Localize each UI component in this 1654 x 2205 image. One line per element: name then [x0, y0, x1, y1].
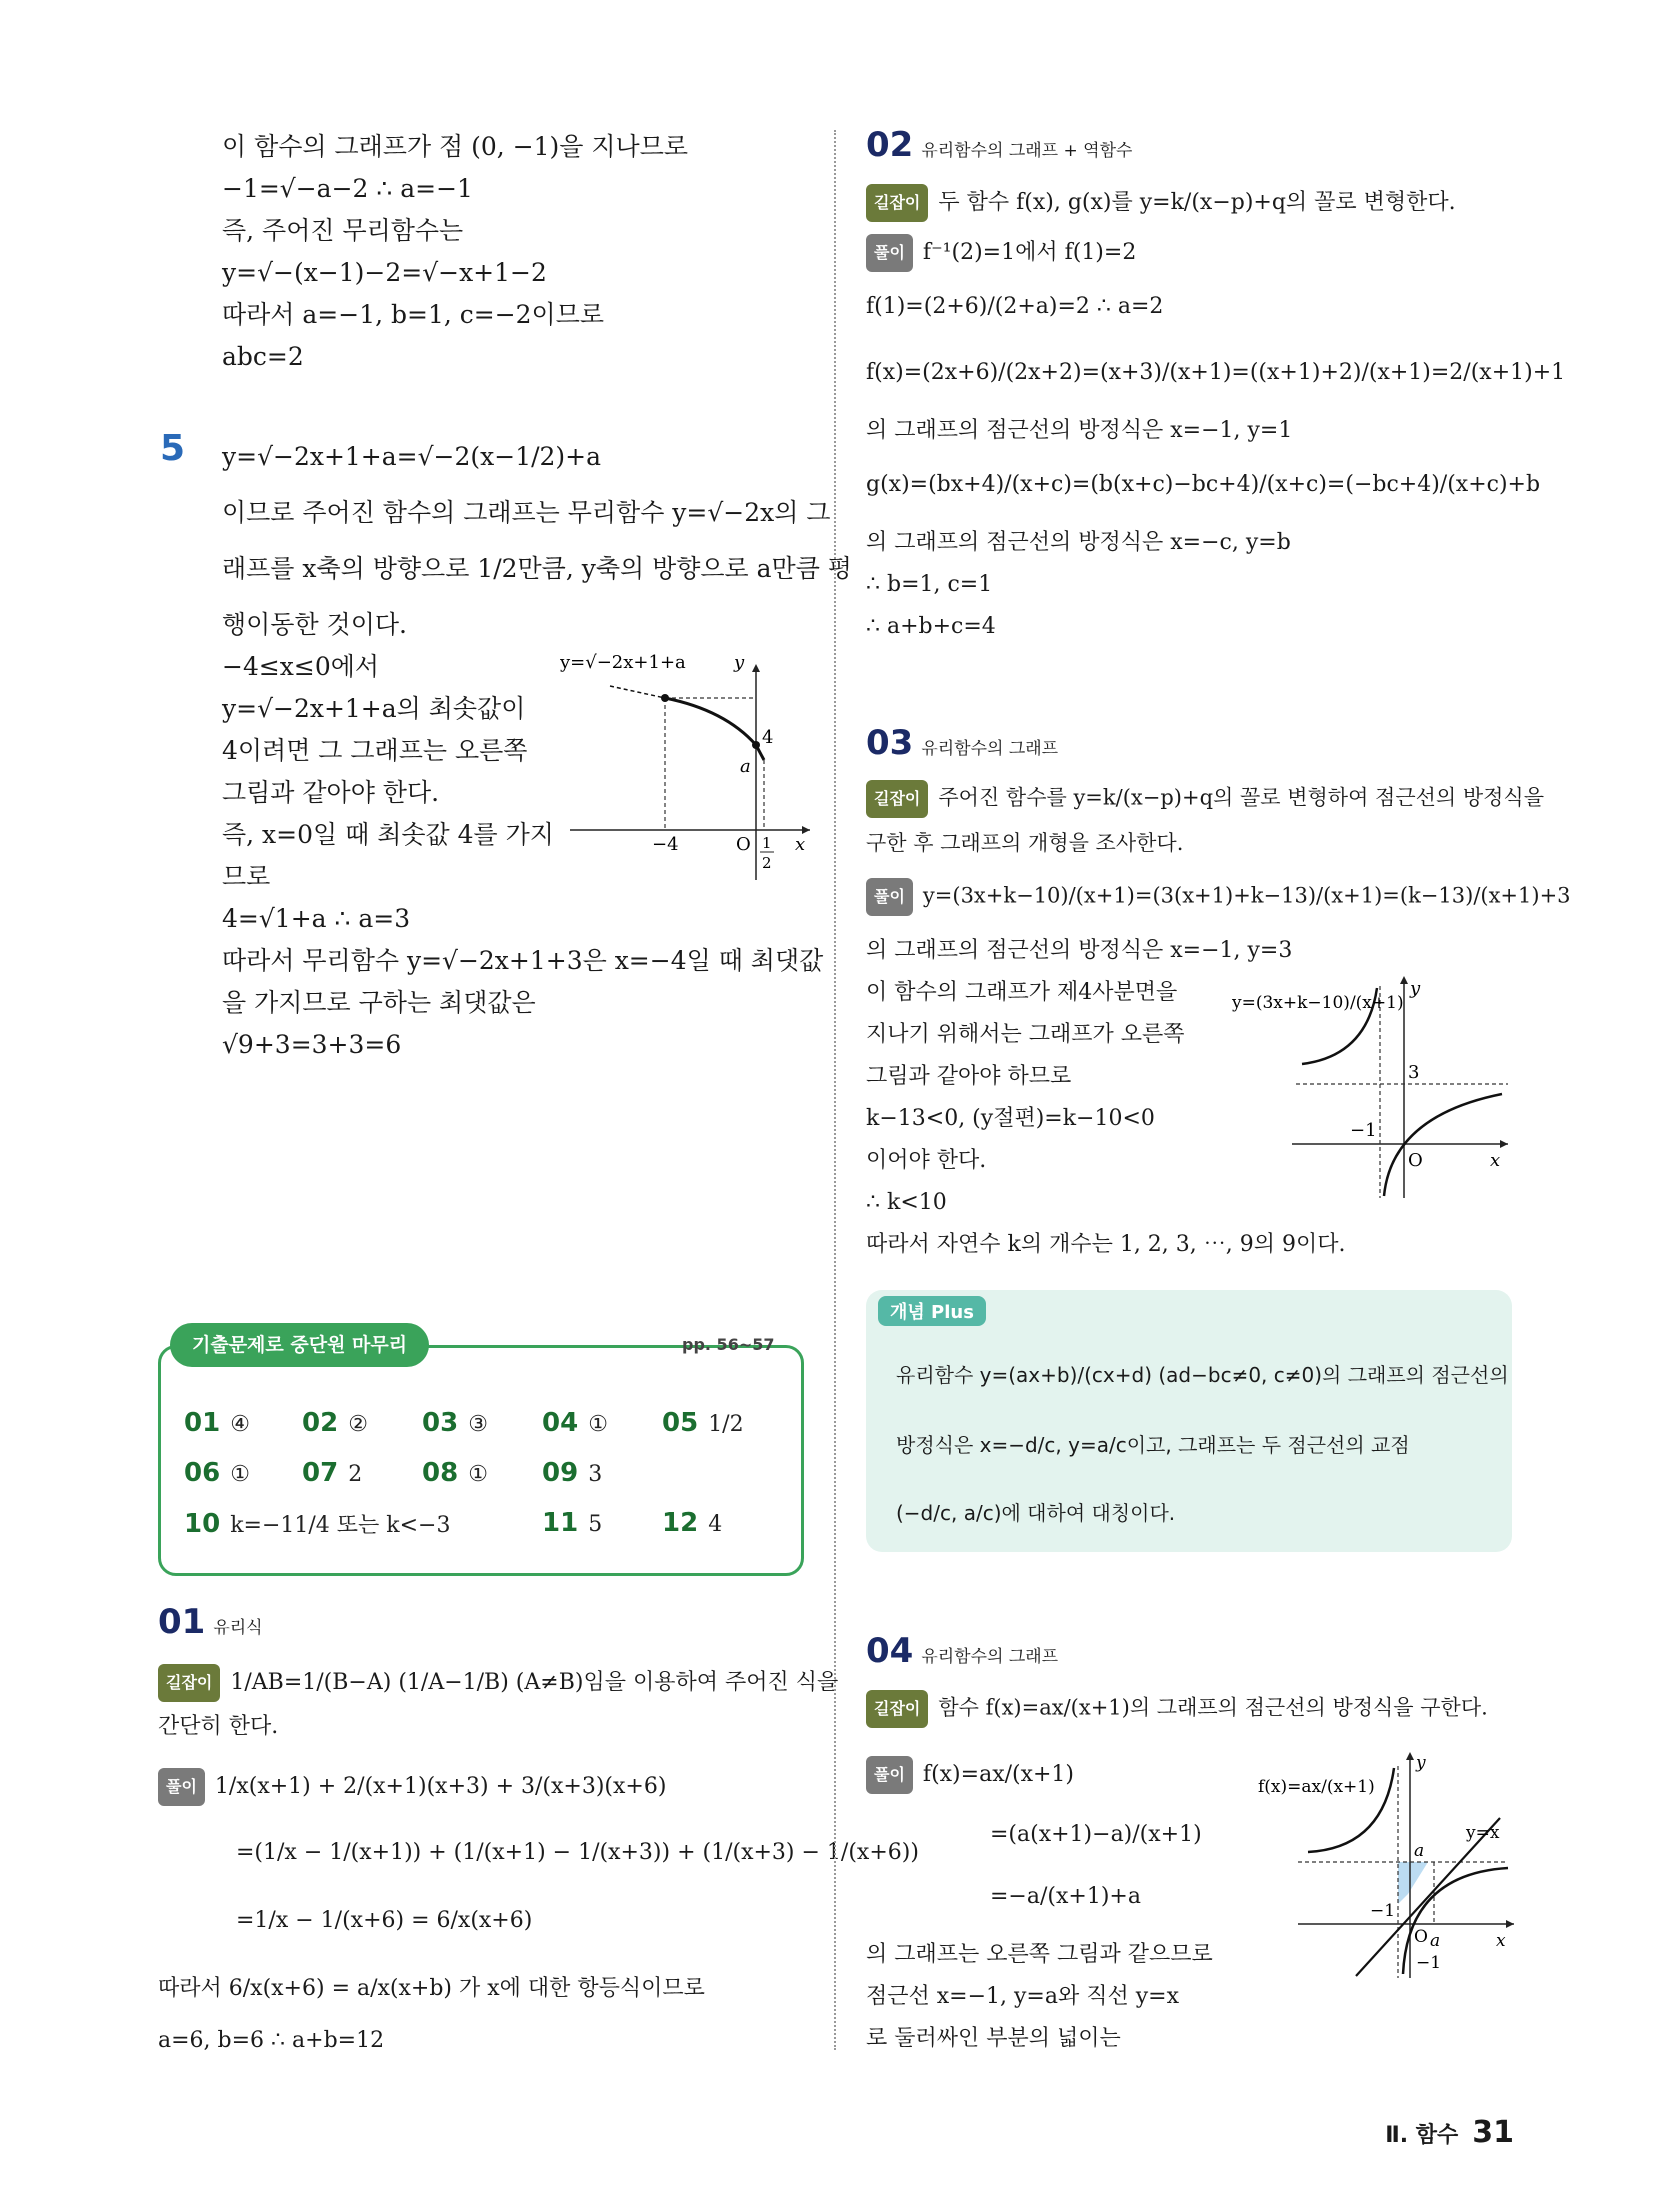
y-axis-label: y — [1410, 978, 1421, 999]
solution-badge: 풀이 — [866, 1756, 913, 1794]
text-line: y=√−2x+1+a의 최솟값이 — [222, 694, 526, 723]
answer-item: 06 ① — [184, 1458, 250, 1488]
text-line: 이므로 주어진 함수의 그래프는 무리함수 y=√−2x의 그 — [222, 498, 831, 527]
text-line: 즉, x=0일 때 최솟값 4를 가지 — [222, 820, 554, 849]
answer-box-tab: 기출문제로 중단원 마무리 — [170, 1323, 429, 1367]
section-number: 01 — [158, 1602, 206, 1642]
guide-badge: 길잡이 — [866, 184, 928, 222]
guide-badge: 길잡이 — [158, 1664, 220, 1702]
text-line: =(1/x − 1/(x+1)) + (1/(x+1) − 1/(x+3)) + (1/(x+3) − 1/(x+6)) — [236, 1840, 919, 1865]
text-line: =1/x − 1/(x+6) = 6/x(x+6) — [236, 1908, 533, 1933]
text-line: 길잡이 두 함수 f(x), g(x)를 y=k/(x−p)+q의 꼴로 변형한다. — [866, 184, 1456, 222]
text-line: 이어야 한다. — [866, 1148, 987, 1173]
answer-item: 09 3 — [542, 1458, 603, 1488]
text-line: y=√−2x+1+a=√−2(x−1/2)+a — [222, 442, 602, 471]
text-line: 따라서 a=−1, b=1, c=−2이므로 — [222, 300, 604, 329]
value-a-y: a — [1414, 1841, 1425, 1861]
text-line: ∴ b=1, c=1 — [866, 572, 993, 597]
value-a: a — [740, 756, 751, 777]
text-line: =−a/(x+1)+a — [990, 1884, 1141, 1909]
page-footer — [1385, 2115, 1514, 2150]
section-title: 유리함수의 그래프 — [921, 739, 1059, 759]
text-line: 4이려면 그 그래프는 오른쪽 — [222, 736, 528, 765]
text-line: 래프를 x축의 방향으로 1/2만큼, y축의 방향으로 a만큼 평 — [222, 554, 852, 583]
answer-item: 08 ① — [422, 1458, 488, 1488]
guide-badge: 길잡이 — [866, 780, 928, 818]
value-a-x: a — [1430, 1931, 1441, 1951]
section-number: 03 — [866, 723, 914, 763]
section-title: 유리식 — [213, 1618, 263, 1638]
value-neg1: −1 — [1350, 1120, 1377, 1141]
text-line: 풀이 f⁻¹(2)=1에서 f(1)=2 — [866, 234, 1136, 272]
problem-number: 5 — [160, 428, 186, 469]
answer-box-pages: pp. 56~57 — [682, 1335, 775, 1354]
text-line: 길잡이 주어진 함수를 y=k/(x−p)+q의 꼴로 변형하여 점근선의 방정식을 — [866, 780, 1544, 818]
solution-badge: 풀이 — [158, 1768, 205, 1806]
text-line: ∴ k<10 — [866, 1190, 947, 1215]
text-line: 즉, 주어진 무리함수는 — [222, 216, 464, 245]
text-line: f(1)=(2+6)/(2+a)=2 ∴ a=2 — [866, 294, 1164, 319]
text-line: 길잡이 1/AB=1/(B−A) (1/A−1/B) (A≠B)임을 이용하여 주어진 식을 — [158, 1664, 838, 1702]
tick-half-num: 1 — [762, 834, 772, 852]
text-line: 풀이 1/x(x+1) + 2/(x+1)(x+3) + 3/(x+3)(x+6) — [158, 1768, 666, 1806]
answer-item: 10 k=−11/4 또는 k<−3 — [184, 1509, 451, 1539]
graph-label: y=(3x+k−10)/(x+1) — [1232, 993, 1404, 1013]
section-header — [866, 723, 1059, 766]
x-axis-label: x — [1496, 1931, 1506, 1951]
value-4: 4 — [762, 727, 774, 748]
solution-badge: 풀이 — [866, 878, 913, 916]
section-header — [866, 125, 1133, 168]
text-line: 유리함수 y=(ax+b)/(cx+d) (ad−bc≠0, c≠0)의 그래프의 점근선의 — [896, 1363, 1509, 1387]
answer-item: 07 2 — [302, 1458, 363, 1488]
text-line: g(x)=(bx+4)/(x+c)=(b(x+c)−bc+4)/(x+c)=(−bc+4)/(x+c)+b — [866, 472, 1541, 497]
text-line: a=6, b=6 ∴ a+b=12 — [158, 2028, 385, 2053]
chapter-label: Ⅱ. 함수 — [1385, 2123, 1459, 2148]
problem3-graph — [1232, 976, 1512, 1206]
problem4-graph — [1258, 1752, 1516, 1982]
text-line: 로 둘러싸인 부분의 넓이는 — [866, 2026, 1121, 2051]
answer-item: 02 ② — [302, 1408, 368, 1438]
text-line: −1=√−a−2 ∴ a=−1 — [222, 174, 473, 203]
section-title: 유리함수의 그래프 + 역함수 — [921, 141, 1133, 161]
text-line: 행이동한 것이다. — [222, 610, 407, 639]
text-line: 의 그래프의 점근선의 방정식은 x=−c, y=b — [866, 530, 1291, 555]
answer-item: 11 5 — [542, 1508, 603, 1538]
text-line: =(a(x+1)−a)/(x+1) — [990, 1822, 1202, 1847]
value-neg1-x: −1 — [1370, 1901, 1396, 1921]
text-line: 풀이 f(x)=ax/(x+1) — [866, 1756, 1074, 1794]
text-line: 그림과 같아야 하므로 — [866, 1064, 1072, 1089]
text-line: 이 함수의 그래프가 점 (0, −1)을 지나므로 — [222, 132, 688, 161]
tick-neg4: −4 — [652, 834, 679, 855]
text-line: 점근선 x=−1, y=a와 직선 y=x — [866, 1984, 1179, 2009]
y-axis-label: y — [1416, 1753, 1426, 1773]
y-axis-label: y — [734, 652, 745, 673]
text-line: 의 그래프의 점근선의 방정식은 x=−1, y=3 — [866, 938, 1293, 963]
origin-label: O — [736, 834, 751, 855]
value-neg1-y: −1 — [1416, 1953, 1442, 1973]
concept-plus-tab: 개념 Plus — [878, 1296, 986, 1326]
line-label: y=x — [1466, 1823, 1500, 1843]
text-line: 따라서 6/x(x+6) = a/x(x+b) 가 x에 대한 항등식이므로 — [158, 1976, 705, 2001]
text-line: −4≤x≤0에서 — [222, 652, 380, 681]
text-line: 풀이 y=(3x+k−10)/(x+1)=(3(x+1)+k−13)/(x+1)=(k−13)/(x+1)+3 — [866, 878, 1571, 916]
text-line: f(x)=(2x+6)/(2x+2)=(x+3)/(x+1)=((x+1)+2)/(x+1)=2/(x+1)+1 — [866, 360, 1566, 385]
text-line: 지나기 위해서는 그래프가 오른쪽 — [866, 1022, 1185, 1047]
column-divider — [834, 130, 836, 2050]
section-number: 02 — [866, 125, 914, 165]
text-line: 길잡이 함수 f(x)=ax/(x+1)의 그래프의 점근선의 방정식을 구한다. — [866, 1690, 1488, 1728]
section-header — [866, 1631, 1059, 1674]
text-line: 그림과 같아야 한다. — [222, 778, 440, 807]
text-line: abc=2 — [222, 342, 304, 371]
text-line: (−d/c, a/c)에 대하여 대칭이다. — [896, 1501, 1176, 1525]
section-number: 04 — [866, 1631, 914, 1671]
section-title: 유리함수의 그래프 — [921, 1647, 1059, 1667]
text-line: 구한 후 그래프의 개형을 조사한다. — [866, 831, 1184, 855]
text-line: ∴ a+b+c=4 — [866, 614, 996, 639]
origin-label: O — [1414, 1927, 1428, 1947]
solution-badge: 풀이 — [866, 234, 913, 272]
text-line: 따라서 무리함수 y=√−2x+1+3은 x=−4일 때 최댓값 — [222, 946, 824, 975]
x-axis-label: x — [795, 834, 806, 855]
page-number: 31 — [1472, 2115, 1514, 2150]
text-line: 이 함수의 그래프가 제4사분면을 — [866, 980, 1178, 1005]
text-line: 따라서 자연수 k의 개수는 1, 2, 3, ⋯, 9의 9이다. — [866, 1232, 1346, 1257]
answer-item: 03 ③ — [422, 1408, 488, 1438]
answer-item: 01 ④ — [184, 1408, 250, 1438]
text-line: 4=√1+a ∴ a=3 — [222, 904, 411, 933]
text-line: 므로 — [222, 862, 271, 891]
text-line: 의 그래프는 오른쪽 그림과 같으므로 — [866, 1942, 1213, 1967]
text-line: 의 그래프의 점근선의 방정식은 x=−1, y=1 — [866, 418, 1293, 443]
answer-item: 12 4 — [662, 1508, 723, 1538]
text-line: y=√−(x−1)−2=√−x+1−2 — [222, 258, 547, 287]
text-line: 방정식은 x=−d/c, y=a/c이고, 그래프는 두 점근선의 교점 — [896, 1433, 1410, 1457]
guide-badge: 길잡이 — [866, 1690, 928, 1728]
problem5-graph — [560, 650, 820, 890]
section-header — [158, 1602, 263, 1645]
text-line: k−13<0, (y절편)=k−10<0 — [866, 1106, 1155, 1131]
origin-label: O — [1408, 1150, 1423, 1171]
tick-half-den: 2 — [762, 854, 772, 872]
text-line: 간단히 한다. — [158, 1714, 279, 1739]
graph-label: y=√−2x+1+a — [560, 652, 686, 673]
text-line: 을 가지므로 구하는 최댓값은 — [222, 988, 536, 1017]
text-line: √9+3=3+3=6 — [222, 1030, 402, 1059]
answer-item: 05 1/2 — [662, 1408, 744, 1438]
value-3: 3 — [1408, 1062, 1420, 1083]
x-axis-label: x — [1490, 1150, 1501, 1171]
graph-label: f(x)=ax/(x+1) — [1258, 1777, 1375, 1797]
answer-item: 04 ① — [542, 1408, 608, 1438]
